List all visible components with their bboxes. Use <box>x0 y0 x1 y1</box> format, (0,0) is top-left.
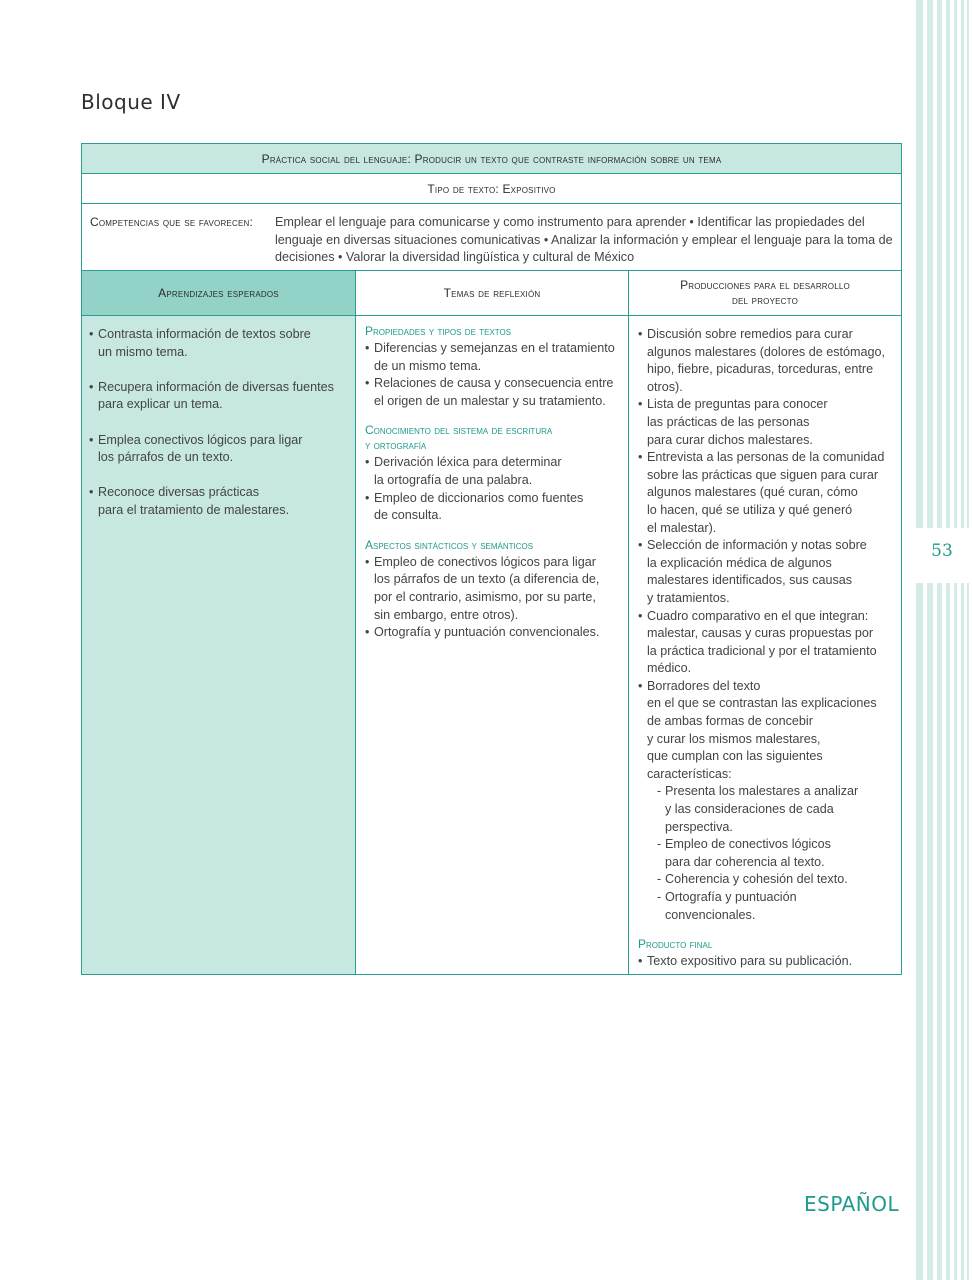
sub-list-item: - Ortografía y puntuación convencionales. <box>638 889 900 924</box>
competencies-label: Competencias que se favorecen: <box>90 215 253 229</box>
competencies-row <box>82 204 901 271</box>
list-item: • Discusión sobre remedios para curar algunos malestares (dolores de estómago, hipo, fiebre, picaduras, torceduras, entre otros). <box>638 326 900 396</box>
sub-list-item: - Presenta los malestares a analizar y las consideraciones de cada perspectiva. <box>638 783 900 836</box>
list-item: • Derivación léxica para determinar la ortografía de una palabra. <box>365 454 627 489</box>
list-item: • Recupera información de diversas fuentes para explicar un tema. <box>89 379 351 414</box>
social-practice: Práctica social del lenguaje: Producir un texto que contraste información sobre un tema <box>261 151 722 166</box>
section-heading: Producto final <box>638 937 713 952</box>
section-heading: Propiedades y tipos de textos <box>365 324 512 338</box>
column-headers <box>82 271 901 316</box>
list-item: • Empleo de diccionarios como fuentes de consulta. <box>365 490 627 525</box>
header-temas-label: Temas de reflexión <box>443 285 541 300</box>
social-practice-row <box>82 144 901 174</box>
header-producciones <box>628 271 901 315</box>
list-item: • Lista de preguntas para conocer las prácticas de las personas para curar dichos malestares. <box>638 396 900 449</box>
list-item: • Contrasta información de textos sobre un mismo tema. <box>89 326 351 361</box>
learning-outcomes-column <box>82 316 355 974</box>
text-type-row <box>82 174 901 204</box>
curriculum-table <box>81 143 902 975</box>
list-item: • Texto expositivo para su publicación. <box>638 953 900 971</box>
sub-list-item: - Empleo de conectivos lógicos para dar coherencia al texto. <box>638 836 900 871</box>
header-producciones-label: Producciones para el desarrollo del proyecto <box>680 278 850 307</box>
productions-column <box>628 316 901 974</box>
decorative-stripes <box>914 0 972 1280</box>
list-item: • Cuadro comparativo en el que integran: malestar, causas y curas propuestas por la práctica tradicional y por el tratamiento médico. <box>638 608 900 678</box>
list-item: • Relaciones de causa y consecuencia entre el origen de un malestar y su tratamiento. <box>365 375 627 410</box>
list-item: • Entrevista a las personas de la comunidad sobre las prácticas que siguen para curar algunos malestares (qué curan, cómo lo hacen, qué se utiliza y qué generó el malestar). <box>638 449 900 537</box>
competencies-text: Emplear el lenguaje para comunicarse y como instrumento para aprender • Identificar las propiedades del lenguaje en diversas situaciones comunicativas • Analizar la información y emplear el lenguaje para la toma de decisiones • Valorar la diversidad lingüística y cultural de México <box>275 215 893 264</box>
list-item: • Empleo de conectivos lógicos para ligar los párrafos de un texto (a diferencia de, por el contrario, asimismo, por su parte, sin embargo, entre otros). <box>365 554 627 624</box>
section-heading: Conocimiento del sistema de escritura y ortografía <box>365 423 553 453</box>
list-item: • Reconoce diversas prácticas para el tratamiento de malestares. <box>89 484 351 519</box>
header-temas <box>355 271 628 315</box>
list-item: • Ortografía y puntuación convencionales. <box>365 624 627 642</box>
list-item: • Diferencias y semejanzas en el tratamiento de un mismo tema. <box>365 340 627 375</box>
list-item: • Selección de información y notas sobre la explicación médica de algunos malestares identificados, sus causas y tratamientos. <box>638 537 900 607</box>
text-type: Tipo de texto: Expositivo <box>427 181 556 196</box>
header-aprendizajes-label: Aprendizajes esperados <box>158 285 279 300</box>
section-heading: Aspectos sintácticos y semánticos <box>365 537 534 552</box>
reflection-topics-column <box>355 316 628 974</box>
sub-list-item: - Coherencia y cohesión del texto. <box>638 871 900 889</box>
list-item: • Borradores del texto en el que se contrastan las explicaciones de ambas formas de concebir y curar los mismos malestares, que cumplan con las siguientes características: <box>638 678 900 784</box>
list-item: • Emplea conectivos lógicos para ligar los párrafos de un texto. <box>89 432 351 467</box>
page-number: 53 <box>931 541 953 561</box>
block-title: Bloque IV <box>81 90 181 114</box>
subject-label: ESPAÑOL <box>804 1192 900 1216</box>
header-aprendizajes <box>82 271 355 315</box>
